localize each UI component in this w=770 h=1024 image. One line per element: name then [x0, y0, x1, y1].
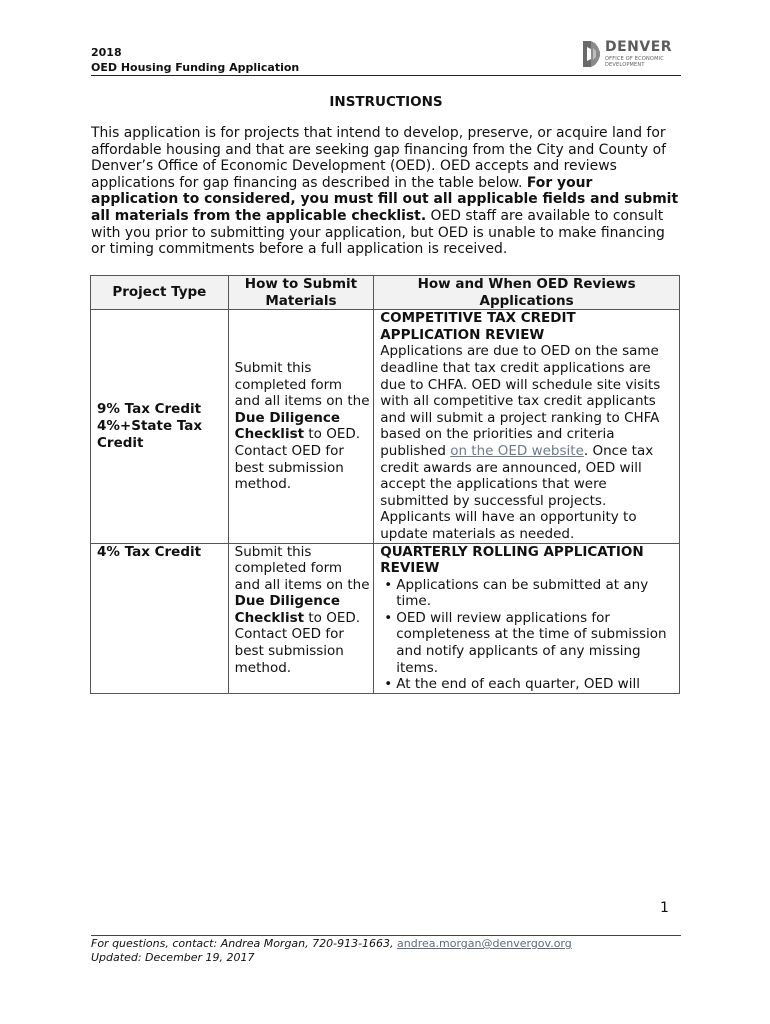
- footer-contact: For questions, contact: Andrea Morgan, 720-913-1663,: [91, 937, 398, 950]
- review-bullet-list: [380, 577, 673, 693]
- how-to-submit-cell: [228, 543, 374, 693]
- review-text-post: . Once tax credit awards are announced, OED will accept the applications that were submitted by successful projects. Applicants will have an opportunity to update materials as needed.: [380, 442, 654, 542]
- project-type-9pct: 9% Tax Credit: [97, 401, 202, 418]
- howto-text-post: to OED. Contact OED for best submission method.: [234, 426, 361, 493]
- howto-text-pre: Submit this completed form and all items on the: [234, 543, 370, 593]
- header-title: OED Housing Funding Application: [91, 61, 300, 74]
- review-text-pre: Applications are due to OED on the same deadline that tax credit applications are due to CHFA. OED will schedule site visits with all competitive tax credit applicants and will submit a project ranking to CHFA based on the priorities and criteria published: [380, 343, 661, 459]
- table-row: [91, 310, 680, 543]
- project-type-cell: [91, 310, 229, 543]
- review-process-cell: [374, 310, 680, 543]
- logo-subtitle: OFFICE OF ECONOMIC DEVELOPMENT: [605, 56, 664, 68]
- intro-text-2: OED staff are available to consult with you prior to submitting your application, but OED is unable to make financing or timing commitments before a full application is received.: [91, 207, 665, 258]
- header-year: 2018: [91, 46, 122, 59]
- list-item: • At the end of each quarter, OED will: [396, 676, 673, 693]
- due-diligence-checklist-ref: Due Diligence Checklist: [234, 593, 341, 626]
- header-how-to-submit: How to Submit Materials: [228, 276, 374, 310]
- intro-text-1: This application is for projects that intend to develop, preserve, or acquire land for affordable housing and that are seeking gap financing from the City and County of Denver’s Office of Economic Development (OED). OED accepts and reviews applications for gap financing as described in the table below.: [91, 125, 666, 191]
- quarterly-review-title: QUARTERLY ROLLING APPLICATION REVIEW: [380, 543, 644, 577]
- page-number: 1: [660, 900, 669, 916]
- instructions-heading: INSTRUCTIONS: [329, 94, 443, 110]
- header-divider: [91, 75, 681, 76]
- howto-text-pre: Submit this completed form and all items on the: [234, 359, 370, 410]
- header-how-oed-reviews: How and When OED Reviews Applications: [374, 276, 680, 310]
- list-item: • OED will review applications for completeness at the time of submission and notify applicants of any missing items.: [396, 610, 673, 676]
- project-type-4pct: 4% Tax Credit: [97, 543, 202, 560]
- list-item: • Applications can be submitted at any time.: [396, 577, 673, 610]
- review-process-cell: [374, 543, 680, 693]
- oed-website-link[interactable]: on the OED website: [450, 442, 584, 459]
- footer-divider: [91, 935, 681, 936]
- table-header-row: [91, 276, 680, 310]
- howto-text-post: to OED. Contact OED for best submission method.: [234, 609, 361, 676]
- denver-oed-logo: [581, 37, 681, 71]
- table-row: [91, 543, 680, 693]
- intro-bold-text: For your application to considered, you must fill out all applicable fields and submit all materials from the applicable checklist.: [91, 174, 679, 224]
- contact-email-link[interactable]: andrea.morgan@denvergov.org: [397, 937, 572, 950]
- intro-paragraph: [91, 125, 681, 258]
- competitive-review-title: COMPETITIVE TAX CREDIT APPLICATION REVIEW: [380, 310, 576, 343]
- header-project-type: Project Type: [91, 276, 229, 310]
- project-type-4pct-state: 4%+State Tax Credit: [97, 418, 203, 451]
- logo-name: DENVER: [605, 39, 673, 55]
- page-footer: [91, 937, 681, 965]
- due-diligence-checklist-ref: Due Diligence Checklist: [234, 409, 341, 443]
- project-type-cell: [91, 543, 229, 693]
- how-to-submit-cell: [228, 310, 374, 543]
- review-table: [90, 275, 680, 694]
- denver-logo-icon: [581, 39, 603, 69]
- footer-updated: Updated: December 19, 2017: [91, 951, 255, 964]
